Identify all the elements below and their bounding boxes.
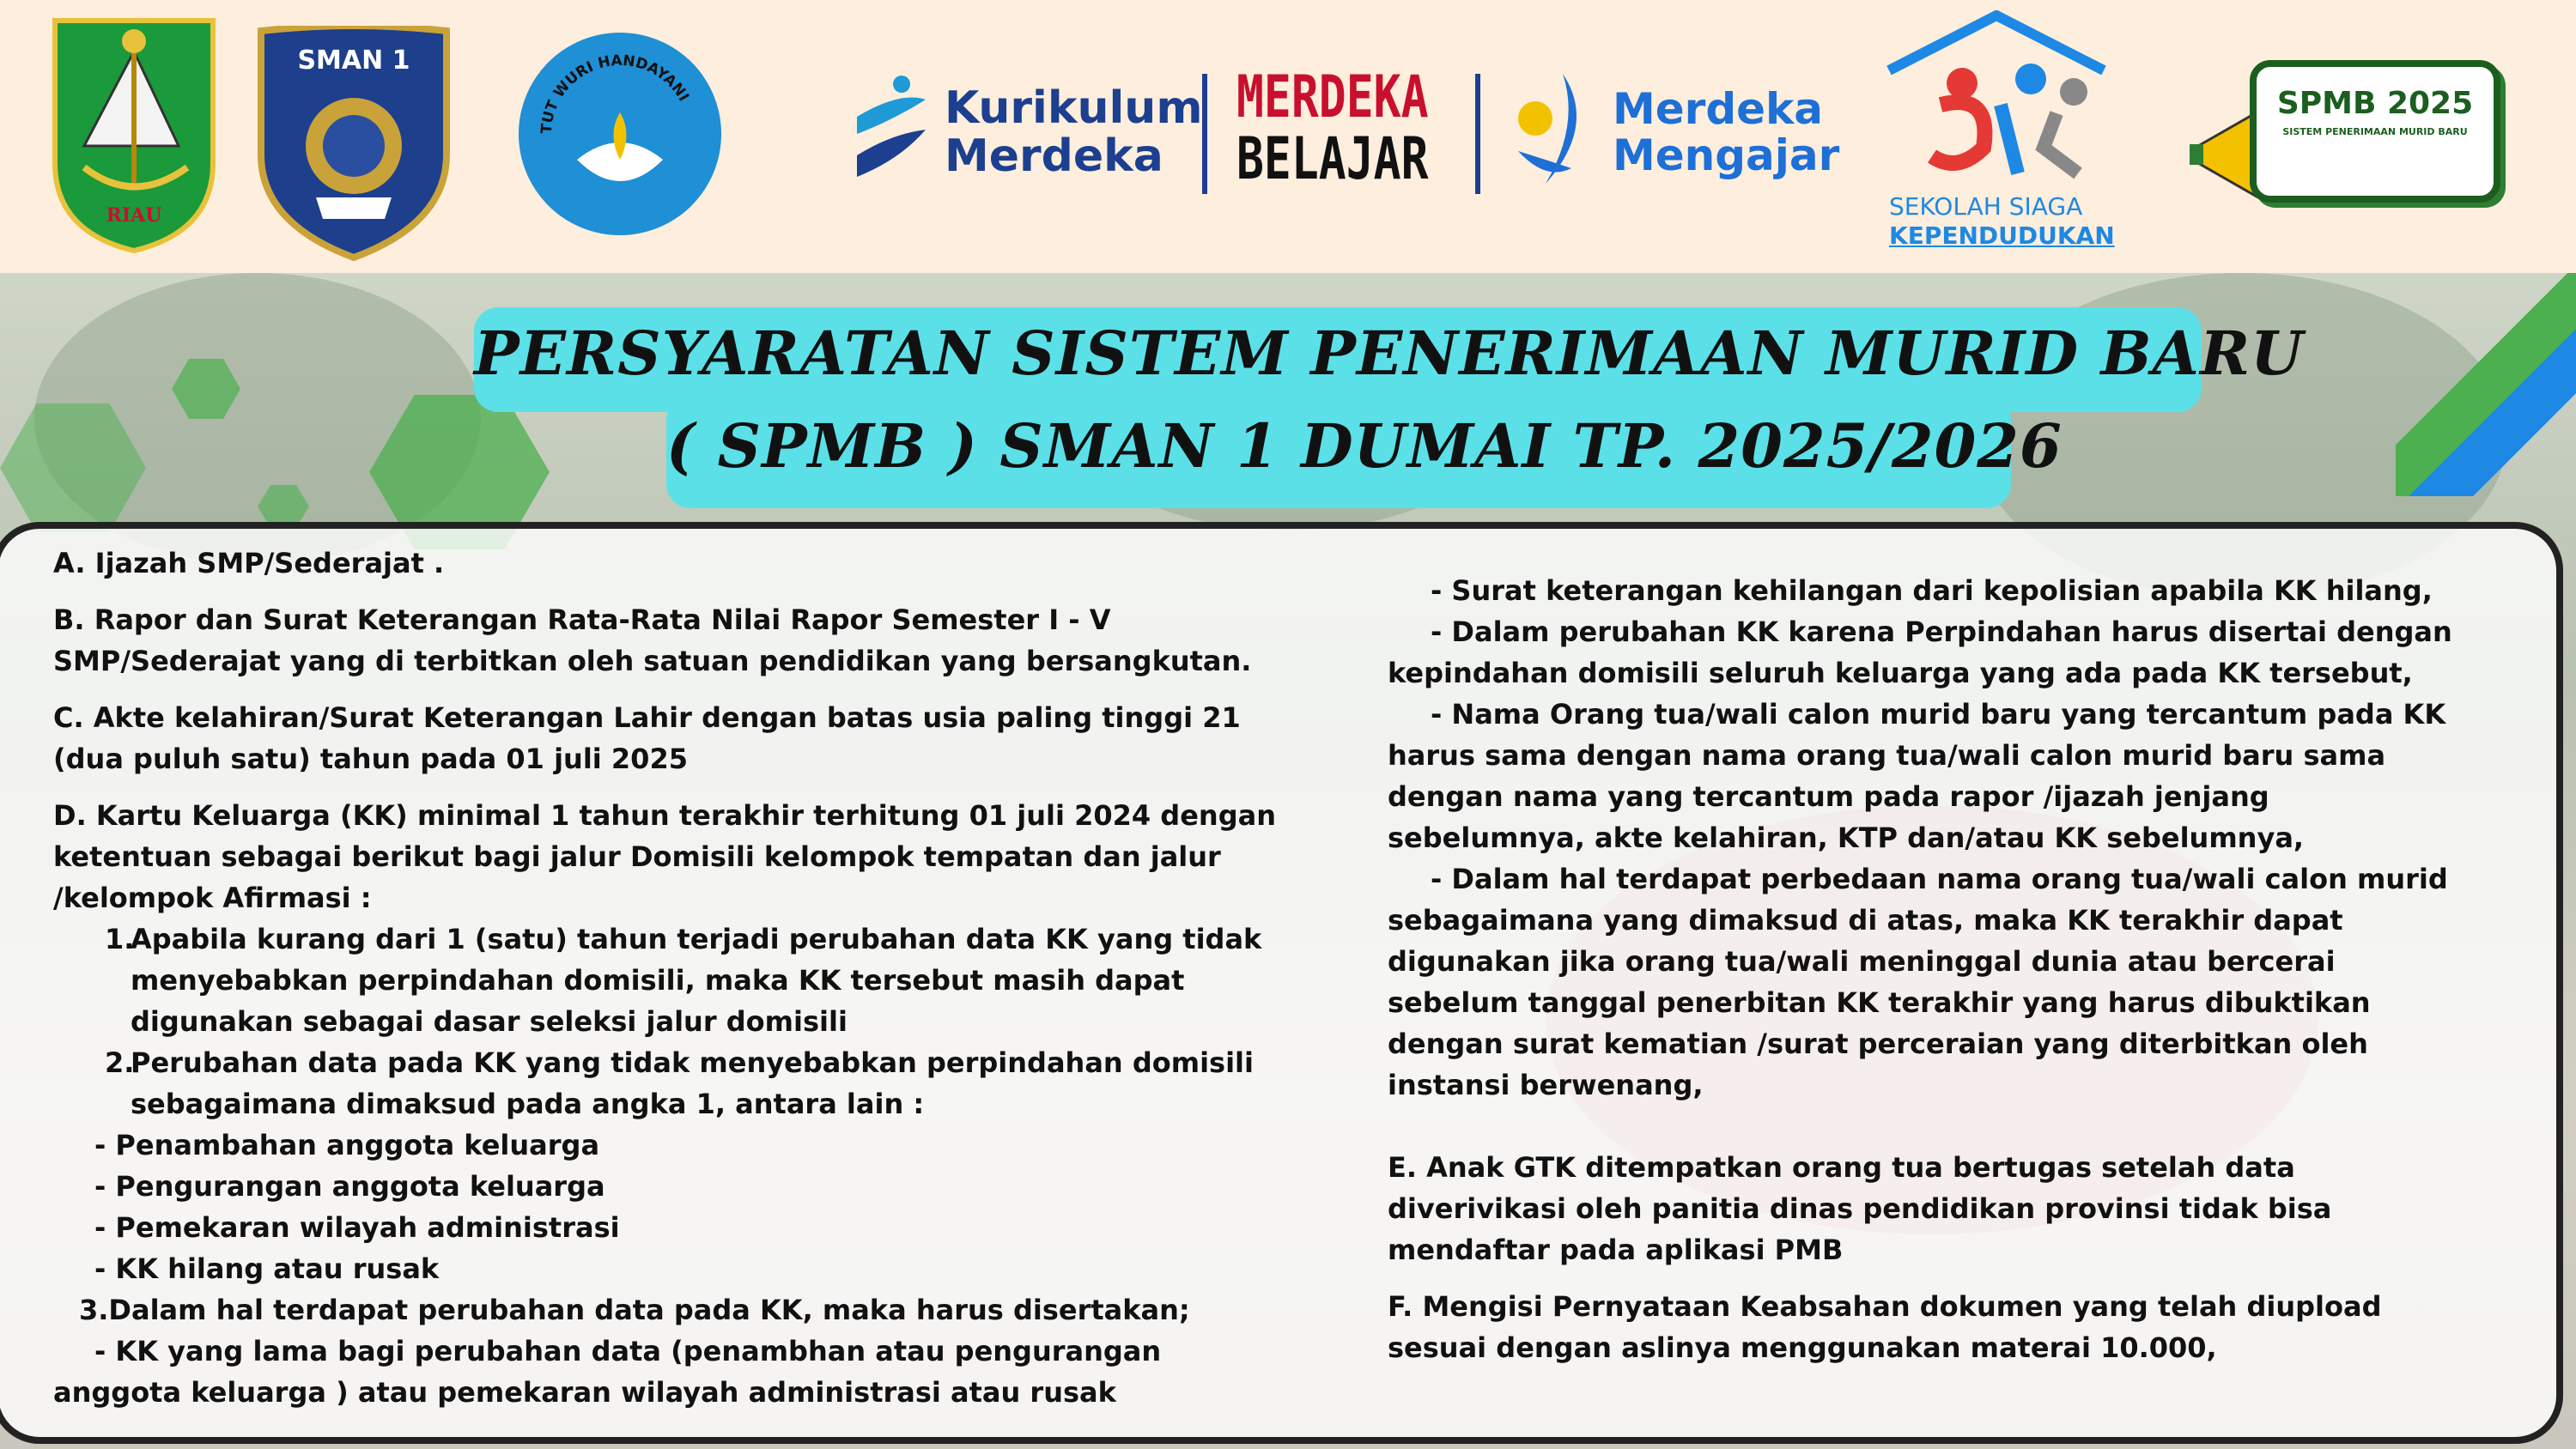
right-line: harus sama dengan nama orang tua/wali calon murid baru sama — [1388, 739, 2386, 772]
svg-text:RIAU: RIAU — [106, 204, 162, 227]
svg-text:SMAN 1: SMAN 1 — [297, 45, 410, 76]
requirements-right-column — [1388, 570, 2452, 1368]
ssk-line2: KEPENDUDUKAN — [1889, 221, 2115, 250]
ssk-line1: SEKOLAH SIAGA — [1889, 192, 2083, 221]
list-number: 2. — [105, 1046, 135, 1079]
list-item-2-cont: sebagaimana dimaksud pada angka 1, antara lain : — [131, 1088, 925, 1120]
right-line: sebagaimana yang dimaksud di atas, maka KK terakhir dapat — [1388, 904, 2343, 937]
riau-crest-logo — [50, 17, 218, 254]
right-line: digunakan jika orang tua/wali meninggal dunia atau bercerai — [1388, 945, 2336, 978]
right-line: - Nama Orang tua/wali calon murid baru yang tercantum pada KK — [1431, 698, 2446, 731]
requirement-c-line: C. Akte kelahiran/Surat Keterangan Lahir dengan batas usia paling tinggi 21 — [53, 701, 1241, 734]
requirement-d-line: ketentuan sebagai berikut bagi jalur Domisili kelompok tempatan dan jalur — [53, 840, 1221, 873]
sub-item-cont: anggota keluarga ) atau pemekaran wilayah administrasi atau rusak — [53, 1376, 1116, 1409]
list-number: 1. — [105, 923, 135, 955]
list-item-text: Perubahan data pada KK yang tidak menyebabkan perpindahan domisili — [131, 1046, 1254, 1079]
spmb-badge-title: SPMB 2025 — [2276, 86, 2474, 121]
right-line: kepindahan domisili seluruh keluarga yang ada pada KK tersebut, — [1388, 657, 2413, 689]
requirement-e-line: E. Anak GTK ditempatkan orang tua bertugas setelah data — [1388, 1151, 2295, 1184]
sub-item: - Pengurangan anggota keluarga — [94, 1170, 605, 1203]
merdeka-mengajar-line2: Mengajar — [1613, 130, 1840, 180]
tut-wuri-handayani-logo — [517, 31, 723, 237]
requirement-f-line: sesuai dengan aslinya menggunakan materai 10.000, — [1388, 1331, 2217, 1364]
requirement-a: A. Ijazah SMP/Sederajat . — [53, 547, 445, 579]
spmb-2025-badge — [2190, 52, 2499, 240]
kurikulum-merdeka-logo — [848, 74, 1203, 194]
sman1-dumai-crest-logo — [256, 26, 452, 263]
divider — [1202, 74, 1207, 194]
sub-item: - Penambahan anggota keluarga — [94, 1129, 600, 1161]
sekolah-siaga-kependudukan-logo — [1880, 10, 2115, 259]
right-line: - Dalam perubahan KK karena Perpindahan harus disertai dengan — [1431, 615, 2452, 648]
list-item-2 — [53, 1042, 1276, 1083]
sub-item: - KK yang lama bagi perubahan data (penambhan atau pengurangan — [94, 1335, 1162, 1367]
requirement-e-line: diverivikasi oleh panitia dinas pendidikan provinsi tidak bisa — [1388, 1192, 2332, 1225]
page-title-line1: PERSYARATAN SISTEM PENERIMAAN MURID BARU — [474, 318, 2305, 389]
list-item-1 — [53, 919, 1276, 960]
right-line: dengan nama yang tercantum pada rapor /ijazah jenjang — [1388, 780, 2269, 813]
svg-text:TUT WURI HANDAYANI: TUT WURI HANDAYANI — [538, 52, 693, 135]
ssk-house-icon — [1880, 10, 2112, 182]
sub-item: - Pemekaran wilayah administrasi — [94, 1211, 620, 1244]
header-logo-band — [0, 0, 2576, 273]
merdeka-mengajar-line1: Merdeka — [1613, 84, 1824, 134]
list-item-text: Apabila kurang dari 1 (satu) tahun terjadi perubahan data KK yang tidak — [131, 923, 1262, 955]
corner-stripe-decor — [2396, 273, 2576, 496]
sub-item: - KK hilang atau rusak — [94, 1252, 440, 1285]
requirement-e-line: mendaftar pada aplikasi PMB — [1388, 1234, 1844, 1266]
page-title-line2: ( SPMB ) SMAN 1 DUMAI TP. 2025/2026 — [666, 410, 2063, 482]
merdeka-belajar-line2: BELAJAR — [1236, 125, 1429, 193]
right-line: dengan surat kematian /surat perceraian yang diterbitkan oleh — [1388, 1028, 2368, 1060]
requirement-c-line: (dua puluh satu) tahun pada 01 juli 2025 — [53, 743, 688, 775]
right-line: instansi berwenang, — [1388, 1069, 1704, 1101]
merdeka-belajar-logo — [1236, 64, 1451, 204]
merdeka-mengajar-logo — [1511, 74, 1840, 194]
kurikulum-merdeka-icon — [848, 74, 934, 185]
requirement-d-line: D. Kartu Keluarga (KK) minimal 1 tahun terakhir terhitung 01 juli 2024 dengan — [53, 799, 1276, 832]
divider — [1475, 74, 1480, 194]
requirement-d-line: /kelompok Afirmasi : — [53, 882, 372, 914]
requirement-b-line: B. Rapor dan Surat Keterangan Rata-Rata Nilai Rapor Semester I - V — [53, 603, 1111, 636]
requirement-b-line: SMP/Sederajat yang di terbitkan oleh satuan pendidikan yang bersangkutan. — [53, 645, 1252, 677]
right-line: - Surat keterangan kehilangan dari kepolisian apabila KK hilang, — [1431, 574, 2433, 607]
right-line: sebelumnya, akte kelahiran, KTP dan/atau KK sebelumnya, — [1388, 822, 2305, 854]
list-item-1-cont: menyebabkan perpindahan domisili, maka KK tersebut masih dapat — [131, 964, 1185, 997]
requirement-f-line: F. Mengisi Pernyataan Keabsahan dokumen yang telah diupload — [1388, 1290, 2382, 1323]
kurikulum-merdeka-line1: Kurikulum — [945, 82, 1203, 134]
list-item-3: 3.Dalam hal terdapat perubahan data pada KK, maka harus disertakan; — [79, 1294, 1190, 1326]
spmb-badge-box — [2250, 60, 2500, 203]
right-line: - Dalam hal terdapat perbedaan nama orang tua/wali calon murid — [1431, 863, 2448, 895]
requirements-left-column — [53, 543, 1276, 1413]
right-line: sebelum tanggal penerbitan KK terakhir yang harus dibuktikan — [1388, 986, 2371, 1019]
merdeka-belajar-line1: MERDEKA — [1236, 64, 1429, 131]
list-item-1-cont: digunakan sebagai dasar seleksi jalur domisili — [131, 1005, 848, 1038]
spmb-badge-subtitle: SISTEM PENERIMAAN MURID BARU — [2282, 126, 2468, 137]
merdeka-mengajar-icon — [1511, 74, 1594, 185]
kurikulum-merdeka-line2: Merdeka — [945, 130, 1163, 182]
